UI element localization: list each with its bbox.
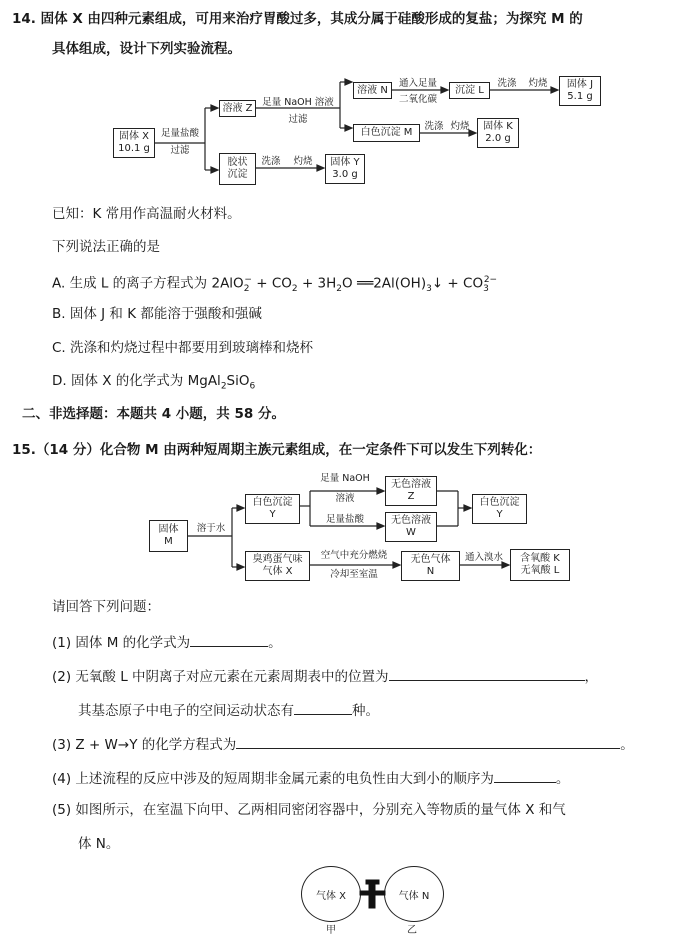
solid-k-box: 固体 K 2.0 g — [477, 118, 519, 148]
label-bromine: 通入溴水 — [464, 552, 503, 563]
vessel-yi: 气体 N — [384, 866, 444, 922]
q15-part2b: 其基态原子中电子的空间运动状态有 种。 — [78, 700, 379, 720]
label-wash3: 洗涤 — [261, 156, 281, 167]
q15-ask: 请回答下列问题： — [52, 599, 160, 615]
solution-z-box-15: 无色溶液 Z — [385, 476, 437, 506]
q15-part5b: 体 N。 — [78, 836, 120, 852]
white-precipitate-m-box: 白色沉淀 M — [353, 124, 420, 142]
solution-z-box: 溶液 Z — [219, 100, 256, 117]
q15-part5a: (5) 如图所示，在室温下向甲、乙两相同密闭容器中，分别充入等物质的量气体 X 和气 — [52, 802, 566, 818]
label-hcl: 足量盐酸 — [160, 128, 199, 139]
precipitate-l-box: 沉淀 L — [449, 82, 490, 99]
vessel-jia: 气体 X — [301, 866, 361, 922]
q14-line2: 具体组成，设计下列实验流程。 — [52, 41, 241, 57]
q15-part2a: (2) 无氧酸 L 中阴离子对应元素在元素周期表中的位置为 ， — [52, 666, 598, 686]
q15-part4: (4) 上述流程的反应中涉及的短周期非金属元素的电负性由大到小的顺序为 。 — [52, 768, 569, 788]
solution-w-box: 无色溶液 W — [385, 512, 437, 542]
label-naoh: 足量 NaOH 溶液 — [262, 97, 334, 108]
label-dissolve: 溶于水 — [196, 523, 226, 534]
gel-precipitate-box: 胶状 沉淀 — [219, 153, 256, 185]
label-cool: 冷却至室温 — [330, 569, 378, 580]
solid-x-box: 固体 X 10.1 g — [113, 128, 155, 158]
label-hcl-excess: 足量盐酸 — [325, 514, 364, 525]
q14-line1: 14. 固体 X 由四种元素组成，可用来治疗胃酸过多，其成分属于硅酸形成的复盐；为探究 M 的 — [12, 11, 583, 27]
label-jia: 甲 — [326, 925, 336, 936]
label-burn3: 灼烧 — [293, 156, 313, 167]
label-naoh-excess: 足量 NaOH — [320, 473, 370, 484]
q14-prompt: 下列说法正确的是 — [52, 239, 160, 255]
q15-part1: (1) 固体 M 的化学式为 。 — [52, 632, 282, 652]
label-naoh-solution: 溶液 — [335, 493, 355, 504]
option-d: D. 固体 X 的化学式为 MgAl$_2$SiO$_6$ — [52, 373, 256, 392]
section-2-heading: 二、非选择题：本题共 4 小题，共 58 分。 — [22, 406, 285, 422]
q15-part3: (3) Z + W→Y 的化学方程式为 。 — [52, 734, 634, 754]
solid-y-box: 固体 Y 3.0 g — [325, 154, 365, 184]
solid-m-box: 固体 M — [149, 520, 188, 552]
acid-kl-box: 含氧酸 K 无氧酸 L — [510, 549, 570, 581]
option-c: C. 洗涤和灼烧过程中都要用到玻璃棒和烧杯 — [52, 340, 314, 356]
label-wash1: 洗涤 — [497, 78, 517, 89]
solution-n-box: 溶液 N — [353, 82, 392, 99]
label-wash2: 洗涤 — [424, 121, 444, 132]
label-filter1: 过滤 — [170, 145, 190, 156]
gas-n-box: 无色气体 N — [401, 551, 460, 581]
label-burn2: 灼烧 — [450, 121, 470, 132]
label-burn1: 灼烧 — [528, 78, 548, 89]
label-filter2: 过滤 — [288, 114, 308, 125]
option-a: A. 生成 L 的离子方程式为 $2AlO_2^- + CO_2 + 3H_2O$ $══2Al(OH)_3↓ + CO_3^{2-}$ — [52, 275, 498, 295]
q14-known: 已知：K 常用作高温耐火材料。 — [52, 206, 241, 222]
label-co2-top: 通入足量 — [398, 78, 437, 89]
label-yi: 乙 — [407, 925, 417, 936]
white-precipitate-y-box: 白色沉淀 Y — [245, 494, 300, 524]
gas-x-box: 臭鸡蛋气味 气体 X — [245, 551, 310, 581]
q15-intro: 15.（14 分）化合物 M 由两种短周期主族元素组成，在一定条件下可以发生下列转化： — [12, 442, 542, 458]
white-precipitate-y-box-2: 白色沉淀 Y — [472, 494, 527, 524]
solid-j-box: 固体 J 5.1 g — [559, 76, 601, 106]
label-burn-air: 空气中充分燃烧 — [320, 550, 388, 561]
option-b: B. 固体 J 和 K 都能溶于强酸和强碱 — [52, 306, 262, 322]
label-co2-bot: 二氧化碳 — [398, 94, 437, 105]
